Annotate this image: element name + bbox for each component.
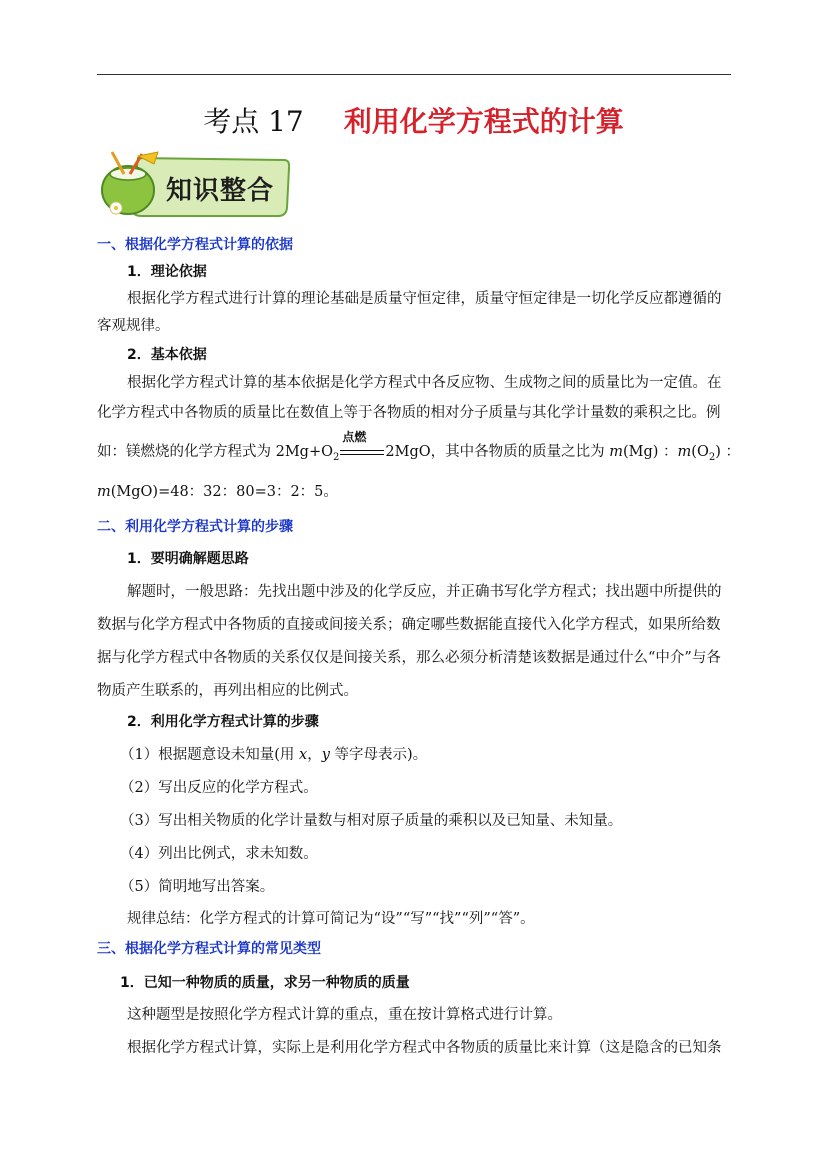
badge-label: 知识整合 [166,176,275,206]
mass-o2-close: ) ： [715,444,740,460]
section-1-subheading-2: 2．基本依据 [127,347,207,363]
mass-symbol: m [97,484,111,500]
page-title [0,102,827,142]
mass-symbol: m [677,444,692,460]
section-1-paragraph-2-line-1: 根据化学方程式计算的基本依据是化学方程式中各反应物、生成物之间的质量比为一定值。在 [127,375,722,391]
step-2: （2）写出反应的化学方程式。 [120,780,318,796]
section-2-paragraph-1-line-3: 据与化学方程式中各物质的关系仅仅是间接关系，那么必须分析清楚该数据是通过什么“中介”与各 [97,650,721,666]
step-3: （3）写出相关物质的化学计量数与相对原子质量的乘积以及已知量、未知量。 [120,813,623,829]
title-number: 考点 17 [203,105,304,138]
subscript-o2: 2 [708,451,716,463]
section-1-paragraph-2-line-3 [97,430,740,468]
step-1-text: （1）根据题意设未知量(用 [120,747,299,763]
section-2-heading: 二、利用化学方程式计算的步骤 [97,519,293,535]
mass-ratio: (MgO)=48：32：80=3：2：5。 [110,484,338,500]
step-5: （5）简明地写出答案。 [120,879,275,895]
mass-symbol: m [609,444,623,460]
section-1-paragraph-1-line-1: 根据化学方程式进行计算的理论基础是质量守恒定律，质量守恒定律是一切化学反应都遵循的 [127,291,722,307]
section-3-paragraph-2: 根据化学方程式计算，实际上是利用化学方程式中各物质的质量比来计算（这是隐含的已知条 [127,1040,722,1056]
variable-x: x [299,747,308,763]
step-1 [120,745,427,765]
section-2-subheading-2: 2．利用化学方程式计算的步骤 [127,714,319,730]
step-1-end: 等字母表示)。 [329,747,428,763]
mass-mg: (Mg) ： [622,444,678,460]
header-rule [97,74,731,75]
section-3-heading: 三、根据化学方程式计算的常见类型 [97,941,321,957]
equation-reactants: 如：镁燃烧的化学方程式为 2Mg+O [97,444,333,460]
section-1-paragraph-2-line-2: 化学方程式中各物质的质量比在数值上等于各物质的相对分子质量与其化学计量数的乘积之比。例 [97,405,721,421]
section-2-paragraph-1-line-4: 物质产生联系的，再列出相应的比例式。 [97,683,358,699]
reaction-condition: 点燃 [342,430,367,444]
equals-bar-top [340,450,384,451]
section-1-heading: 一、根据化学方程式计算的依据 [97,237,293,253]
equals-bar-bottom [340,454,384,455]
equation-product: 2MgO，其中各物质的质量之比为 [385,444,610,460]
step-4: （4）列出比例式，求未知数。 [120,846,318,862]
section-2-paragraph-1-line-1: 解题时，一般思路：先找出题中涉及的化学反应，并正确书写化学方程式；找出题中所提供的 [127,584,722,600]
title-main: 利用化学方程式的计算 [343,105,624,138]
section-1-paragraph-2-line-4 [97,482,338,502]
reaction-arrow [340,430,384,459]
section-2-paragraph-1-line-2: 数据与化学方程式中各物质的直接或间接关系；确定哪些数据能直接代入化学方程式，如果所给数 [97,617,721,633]
section-3-paragraph-1: 这种题型是按照化学方程式计算的重点，重在按计算格式进行计算。 [127,1007,562,1023]
section-2-subheading-1: 1．要明确解题思路 [127,551,249,567]
section-1-paragraph-1-line-2: 客观规律。 [97,318,170,334]
section-3-subheading-1: 1．已知一种物质的质量，求另一种物质的质量 [120,975,410,991]
step-1-comma: ， [307,747,322,763]
section-1-subheading-1: 1．理论依据 [127,264,207,280]
subscript-o2: 2 [333,451,340,463]
variable-y: y [321,747,330,763]
rule-summary: 规律总结：化学方程式的计算可简记为“设”“写”“找”“列”“答”。 [127,911,535,927]
mass-o2: (O [691,444,709,460]
